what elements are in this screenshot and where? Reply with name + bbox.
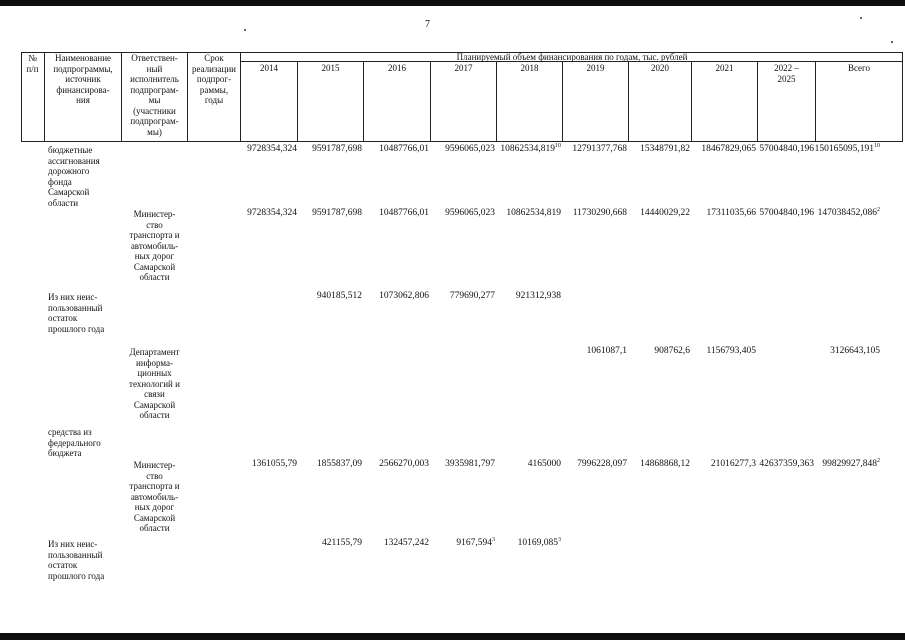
- header-year: 2014: [260, 63, 278, 73]
- value-cell: 132457,242: [383, 538, 429, 548]
- value-cell: 11730290,668: [572, 208, 627, 218]
- scan-bottom-border: [0, 633, 905, 640]
- value-cell: 21016277,3: [710, 459, 756, 469]
- footnote-mark: 3: [558, 536, 561, 543]
- header-col-term: Срок реализации подпрог- раммы, годы: [192, 53, 236, 105]
- row-executor: Департамент информа- ционных технологий и связи Самарской области: [129, 347, 180, 420]
- scan-speck: [244, 29, 246, 31]
- value-cell: 14440029,22: [640, 208, 690, 218]
- value-cell: 9728354,324: [247, 208, 297, 218]
- header-year: 2017: [454, 63, 473, 73]
- value-cell: 1361055,79: [251, 459, 297, 469]
- value-cell: 10862534,819: [506, 208, 561, 218]
- value-cell: 9591787,698: [312, 144, 362, 154]
- row-name: бюджетные ассигнования дорожного фонда Самарской области: [48, 145, 100, 208]
- value-cell: 147038452,086$^2$: [817, 206, 880, 218]
- value-cell: 57004840,196: [759, 208, 814, 218]
- header-year: 2021: [715, 63, 734, 73]
- header-col-name: Наименование подпрограммы, источник финансирова- ния: [53, 53, 113, 105]
- page-number: 7: [425, 19, 430, 30]
- value-cell: 9167,594$^3$: [456, 536, 495, 548]
- value-cell: 57004840,196: [759, 144, 814, 154]
- value-cell: 421155,79: [321, 538, 362, 548]
- value-cell: 10862534,819$^{10}$: [500, 142, 561, 154]
- header-year: Всего: [847, 63, 871, 73]
- value-cell: 1855837,09: [316, 459, 362, 469]
- header-year: 2015: [321, 63, 340, 73]
- value-cell: 940185,512: [316, 291, 362, 301]
- header-year: 2019: [586, 63, 605, 73]
- value-cell: 12791377,768: [572, 144, 627, 154]
- footnote-mark: 3: [492, 536, 495, 543]
- value-cell: 18467829,065: [701, 144, 756, 154]
- header-col-executor: Ответствен- ный исполнитель подпрограм- мы (участники подпрограм- мы): [130, 53, 179, 137]
- row-name: Из них неис- пользованный остаток прошлого года: [48, 292, 105, 334]
- scan-speck: [891, 41, 893, 43]
- value-cell: 99829927,848$^2$: [822, 457, 880, 469]
- value-cell: 2566270,003: [379, 459, 429, 469]
- value-cell: 9728354,324: [247, 144, 297, 154]
- value-cell: 14868868,12: [640, 459, 690, 469]
- value-cell: 42637359,363: [759, 459, 814, 469]
- value-cell: 15348791,82: [640, 144, 690, 154]
- footnote-mark: 2: [877, 206, 880, 213]
- value-cell: 1156793,405: [706, 346, 756, 356]
- value-cell: 17311035,66: [706, 208, 756, 218]
- scan-top-border: [0, 0, 905, 6]
- header-year: 2020: [651, 63, 669, 73]
- footnote-mark: 10: [555, 142, 561, 149]
- value-cell: 1061087,1: [586, 346, 627, 356]
- row-executor: Министер- ство транспорта и автомобиль- ных дорог Самарской области: [129, 209, 180, 282]
- value-cell: 9591787,698: [312, 208, 362, 218]
- value-cell: 4165000: [527, 459, 561, 469]
- header-financing-title: Планируемый объем финансирования по годам, тыс. рублей: [456, 52, 688, 62]
- value-cell: 908762,6: [654, 346, 690, 356]
- value-cell: 10169,085$^3$: [517, 536, 561, 548]
- value-cell: 779690,277: [449, 291, 495, 301]
- value-cell: 10487766,01: [379, 144, 429, 154]
- row-executor: Министер- ство транспорта и автомобиль- ных дорог Самарской области: [129, 460, 180, 533]
- footnote-mark: 2: [877, 457, 880, 464]
- scan-speck: [860, 17, 862, 19]
- row-name: средства из федерального бюджета: [48, 427, 101, 458]
- value-cell: 7996228,097: [577, 459, 627, 469]
- value-cell: 10487766,01: [379, 208, 429, 218]
- value-cell: 921312,938: [515, 291, 561, 301]
- header-col-number: № п/п: [26, 53, 39, 74]
- value-cell: 9596065,023: [445, 208, 495, 218]
- row-name: Из них неис- пользованный остаток прошлого года: [48, 539, 105, 581]
- value-cell: 1073062,806: [379, 291, 429, 301]
- footnote-mark: 10: [874, 142, 880, 149]
- header-year: 2018: [520, 63, 539, 73]
- value-cell: 3126643,105: [830, 346, 880, 356]
- value-cell: 150165095,191$^{10}$: [814, 142, 880, 154]
- header-year: 2016: [388, 63, 406, 73]
- value-cell: 9596065,023: [445, 144, 495, 154]
- value-cell: 3935981,797: [445, 459, 495, 469]
- header-year: 2022 – 2025: [774, 63, 799, 84]
